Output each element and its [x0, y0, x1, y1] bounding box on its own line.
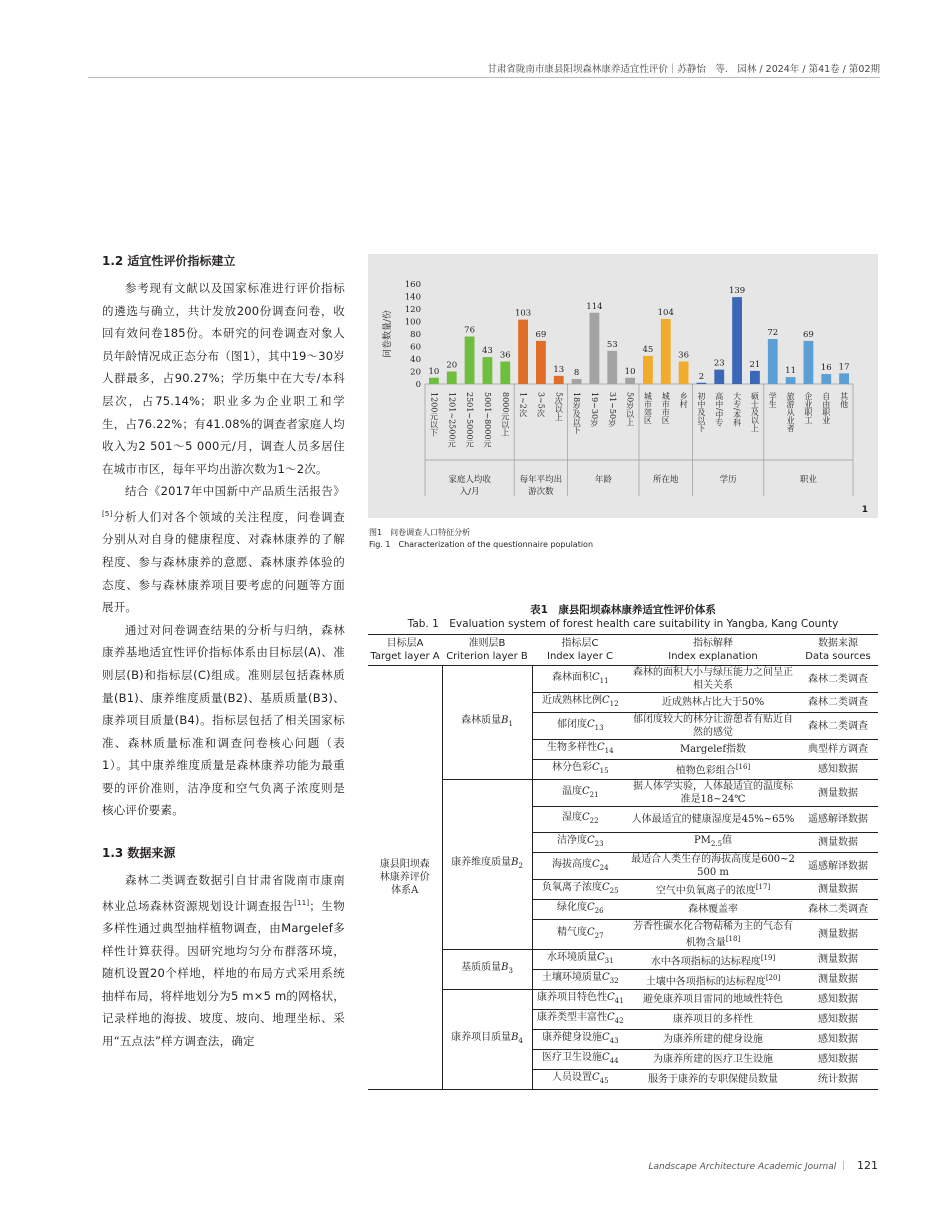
category-label: 其他 — [839, 392, 849, 408]
group-label: 年龄 — [594, 475, 612, 485]
bar — [643, 356, 653, 384]
index-cell: 医疗卫生设施$C_{44}$ — [532, 1050, 628, 1070]
table-title-en: Tab. 1 Evaluation system of forest health care suitability in Yangba, Kang County — [407, 618, 839, 630]
bar-value-label: 53 — [606, 339, 618, 350]
explanation-cell: 为康养所建的医疗卫生设施 — [628, 1050, 798, 1070]
figure-1-chart — [368, 254, 878, 518]
header-rule — [88, 77, 880, 78]
data-source-cell: 测量数据 — [798, 950, 878, 970]
category-label: 自由职业 — [821, 392, 831, 424]
category-label: 硕士及以上 — [750, 392, 760, 432]
bar-value-label: 8 — [573, 368, 580, 378]
citation-ref: [11] — [294, 898, 310, 907]
bar-chart — [368, 254, 878, 518]
explanation-cell: 芳香性碳水化合物萜稀为主的气态有机物含量[18] — [628, 920, 798, 950]
group-label-line-2: 游次数 — [528, 487, 554, 497]
group-label: 学历 — [719, 475, 737, 485]
table-body — [368, 666, 878, 1090]
bar-value-label: 103 — [514, 308, 532, 319]
bar-value-label: 13 — [553, 364, 565, 375]
bar-value-label: 23 — [713, 358, 725, 369]
para-text-before: 森林二类调查数据引自甘肃省陇南市康南林业总场森林资源规划设计调查报告 — [102, 873, 345, 913]
index-cell: 精气度$C_{27}$ — [532, 920, 628, 950]
explanation-cell: 服务于康养的专职保健员数量 — [628, 1070, 798, 1090]
bar-value-label: 45 — [642, 344, 654, 355]
target-layer-cell: 康县阳坝森林康养评价体系A — [368, 666, 442, 1090]
data-source-cell: 测量数据 — [798, 833, 878, 853]
left-text-column — [102, 252, 345, 1053]
group-label-line-2: 入/月 — [459, 487, 480, 497]
bar — [483, 357, 493, 384]
panel-label: 1 — [861, 505, 868, 515]
journal-name: Landscape Architecture Academic Journal — [648, 1162, 837, 1172]
index-cell: 林分色彩$C_{15}$ — [532, 760, 628, 780]
bar — [750, 371, 760, 384]
table-1 — [368, 603, 878, 1090]
category-label: 1~2次 — [518, 392, 528, 417]
category-label: 1201~2500元 — [447, 392, 457, 448]
explanation-cell: 近成熟林占比大于50% — [628, 693, 798, 713]
criterion-cell-b1: 森林质量$B_1$ — [442, 666, 532, 780]
bar-value-label: 16 — [820, 363, 832, 373]
index-cell: 近成熟林比例$C_{12}$ — [532, 693, 628, 713]
bar — [839, 373, 849, 384]
index-cell: 郁闭度$C_{13}$ — [532, 713, 628, 740]
section-1-2-heading: 1.2 适宜性评价指标建立 — [102, 254, 236, 268]
group-label-line-1: 家庭人均收 — [448, 475, 491, 485]
bar — [500, 362, 510, 385]
bar — [590, 313, 600, 384]
explanation-cell: 水中各项指标的达标程度[19] — [628, 950, 798, 970]
index-cell: 海拔高度$C_{24}$ — [532, 853, 628, 880]
category-label: 3~5次 — [536, 392, 546, 417]
bar-value-label: 21 — [749, 359, 761, 370]
bar — [821, 374, 831, 384]
category-label: 5次以上 — [554, 392, 564, 422]
explanation-cell: 为康养所建的健身设施 — [628, 1030, 798, 1050]
header-criterion-layer: 准则层B Criterion layer B — [442, 635, 532, 666]
bar — [679, 362, 689, 385]
bar — [447, 372, 457, 385]
table-row — [368, 666, 878, 693]
bar — [465, 337, 475, 385]
y-tick-label: 0 — [415, 380, 421, 390]
data-source-cell: 测量数据 — [798, 920, 878, 950]
category-label: 大专/本科 — [732, 392, 742, 427]
data-source-cell: 统计数据 — [798, 1070, 878, 1090]
bar-value-label: 72 — [767, 328, 779, 338]
evaluation-system-table — [368, 634, 878, 1090]
explanation-cell: 土壤中各项指标的达标程度[20] — [628, 970, 798, 990]
bar-value-label: 36 — [499, 350, 511, 361]
data-source-cell: 感知数据 — [798, 990, 878, 1010]
bar-value-label: 10 — [624, 366, 636, 377]
bar — [768, 339, 778, 384]
para2-text-after: 分析人们对各个领域的关注程度，问卷调查分别从对自身的健康程度、对森林康养的了解程度、参与森林康养的意愿、森林康养体验的态度、参与森林康养项目要考虑的问题等方面展开。 — [102, 509, 345, 615]
explanation-cell: 植物色彩组合[16] — [628, 760, 798, 780]
bar — [554, 376, 564, 384]
category-label: 19~30岁 — [589, 392, 599, 428]
bar-value-label: 2 — [698, 371, 705, 382]
data-source-cell: 森林二类调查 — [798, 693, 878, 713]
index-cell: 康养项目特色性$C_{41}$ — [532, 990, 628, 1010]
y-tick-label: 100 — [404, 317, 421, 328]
explanation-cell: Margelef指数 — [628, 740, 798, 760]
data-source-cell: 森林二类调查 — [798, 900, 878, 920]
category-label: 乡村 — [679, 392, 689, 408]
category-label: 31~50岁 — [607, 392, 617, 428]
category-label: 8000元以上 — [500, 392, 510, 437]
header-data-sources: 数据来源 Data sources — [798, 635, 878, 666]
data-source-cell: 感知数据 — [798, 760, 878, 780]
bar — [607, 351, 617, 384]
index-cell: 人员设置$C_{45}$ — [532, 1070, 628, 1090]
table-header-row — [368, 635, 878, 666]
bar — [697, 383, 707, 384]
header-index-layer: 指标层C Index layer C — [532, 635, 628, 666]
explanation-cell: 据人体学实验，人体最适宜的温度标准是18~24℃ — [628, 780, 798, 807]
index-cell: 水环境质量$C_{31}$ — [532, 950, 628, 970]
category-label: 旅游从业者 — [786, 392, 796, 432]
bar-value-label: 76 — [464, 325, 475, 336]
bar — [732, 297, 742, 384]
y-axis-label: 问卷数量/份 — [383, 309, 393, 359]
page-footer: Landscape Architecture Academic Journal ｜ 121 — [648, 1159, 878, 1172]
data-source-cell: 森林二类调查 — [798, 713, 878, 740]
category-label: 城市郊区 — [643, 392, 653, 424]
index-cell: 康养类型丰富性$C_{42}$ — [532, 1010, 628, 1030]
figure-caption-cn: 图1 问卷调查人口特征分析 — [369, 528, 471, 537]
bar — [518, 320, 528, 384]
data-source-cell: 测量数据 — [798, 880, 878, 900]
para2-text-before: 结合《2017年中国新中产品质生活报告》 — [125, 484, 345, 499]
explanation-cell: 最适合人类生存的海拔高度是600~2 500 m — [628, 853, 798, 880]
section-1-3-heading: 1.3 数据来源 — [102, 846, 176, 861]
index-cell: 绿化度$C_{26}$ — [532, 900, 628, 920]
data-source-cell: 典型样方调查 — [798, 740, 878, 760]
bar — [661, 319, 671, 384]
criterion-cell-b3: 基质质量$B_3$ — [442, 950, 532, 990]
index-cell: 生物多样性$C_{14}$ — [532, 740, 628, 760]
category-label: 高中/中专 — [714, 392, 724, 427]
y-tick-label: 140 — [404, 292, 421, 303]
data-source-cell: 测量数据 — [798, 970, 878, 990]
y-tick-label: 80 — [410, 330, 421, 340]
table-row — [368, 780, 878, 807]
criterion-cell-b2: 康养维度质量$B_2$ — [442, 780, 532, 950]
y-tick-label: 120 — [404, 305, 421, 315]
category-label: 2501~5000元 — [465, 392, 475, 448]
data-source-cell: 感知数据 — [798, 1010, 878, 1030]
bar-value-label: 20 — [446, 360, 458, 371]
bar-value-label: 11 — [785, 366, 796, 377]
data-source-cell: 感知数据 — [798, 1030, 878, 1050]
section-1-2-paragraph-3: 通过对问卷调查结果的分析与归纳，森林康养基地适宜性评价指标体系由目标层(A)、准则层(B)和指标层(C)组成。准则层包括森林质量(B1)、康养维度质量(B2)、基质质量(B3)、康养项目质量(B4)。指标层包括了相关国家标准、森林质量标准和调查问卷核心问题（表1）。其中康养维度质量是森林康养功能为最重要的评价准则，洁净度和空气负离子浓度则是核心评价要素。 — [102, 622, 345, 818]
category-label: 5001~8000元 — [482, 392, 492, 448]
y-tick-label: 20 — [410, 367, 421, 378]
index-cell: 康养健身设施$C_{43}$ — [532, 1030, 628, 1050]
index-cell: 土壤环境质量$C_{32}$ — [532, 970, 628, 990]
bar-value-label: 43 — [482, 346, 493, 357]
data-source-cell: 感知数据 — [798, 1050, 878, 1070]
group-label-line-1: 每年平均出 — [519, 475, 563, 485]
data-source-cell: 森林二类调查 — [798, 666, 878, 693]
explanation-cell: 郁闭度较大的林分让游憩者有贴近自然的感觉 — [628, 713, 798, 740]
bar — [714, 370, 724, 384]
data-source-cell: 遥感解译数据 — [798, 807, 878, 833]
category-label: 1200元以下 — [429, 392, 439, 437]
page-number: 121 — [857, 1159, 878, 1172]
bar — [572, 379, 582, 384]
category-label: 初中及以下 — [696, 392, 706, 432]
category-label: 城市市区 — [661, 392, 671, 424]
bar-value-label: 69 — [535, 329, 547, 340]
explanation-cell: 康养项目的多样性 — [628, 1010, 798, 1030]
bar — [429, 378, 439, 384]
para-text-after: ；生物多样性通过典型抽样植物调查，由Margelef多样性计算获得。因研究地均匀分布群落环境，随机设置20个样地，样地的布局方式采用系统抽样布局，将样地划分为5 m×5 m的网格状，记录样地的海拔、坡度、坡向、地理坐标、采用“五点法”样方调查法，确定 — [102, 898, 345, 1049]
bar — [536, 341, 546, 384]
bar-value-label: 36 — [678, 350, 689, 361]
explanation-cell: 森林覆盖率 — [628, 900, 798, 920]
bar — [625, 378, 635, 384]
bar-value-label: 17 — [838, 362, 850, 373]
explanation-cell: 人体最适宜的健康湿度是45%~65% — [628, 807, 798, 833]
category-label: 18岁及以下 — [572, 392, 582, 435]
running-header: 甘肃省陇南市康县阳坝森林康养适宜性评价｜苏静怡 等. 园林 / 2024年 / 第41卷 / 第02期 — [487, 64, 880, 75]
bar — [804, 341, 814, 384]
section-1-2-paragraph-2 — [102, 480, 345, 618]
section-1-3-paragraph-1 — [102, 869, 345, 1053]
y-tick-label: 60 — [410, 342, 421, 353]
category-label: 企业职工 — [803, 392, 813, 424]
index-cell: 温度$C_{21}$ — [532, 780, 628, 807]
explanation-cell: 空气中负氧离子的浓度[17] — [628, 880, 798, 900]
citation-ref: [5] — [102, 509, 113, 518]
bar-value-label: 139 — [728, 286, 746, 297]
category-label: 50岁以上 — [625, 392, 635, 427]
bar-value-label: 10 — [428, 366, 440, 377]
table-row — [368, 990, 878, 1010]
index-cell: 负氧离子浓度$C_{25}$ — [532, 880, 628, 900]
header-target-layer: 目标层A Target layer A — [368, 635, 442, 666]
bar — [786, 377, 796, 384]
table-row — [368, 950, 878, 970]
figure-1-caption — [369, 527, 593, 550]
header-index-explanation: 指标解释 Index explanation — [628, 635, 798, 666]
figure-caption-en: Fig. 1 Characterization of the questionnaire population — [369, 539, 594, 549]
bar-value-label: 104 — [657, 308, 674, 318]
explanation-cell: 森林的面积大小与绿压能力之间呈正相关关系 — [628, 666, 798, 693]
index-cell: 森林面积$C_{11}$ — [532, 666, 628, 693]
group-label: 所在地 — [652, 475, 679, 485]
bar-value-label: 114 — [586, 301, 603, 312]
category-label: 学生 — [768, 392, 778, 408]
explanation-cell: $PM_{2.5}$值 — [628, 833, 798, 853]
table-title-cn: 表1 康县阳坝森林康养适宜性评价体系 — [530, 604, 716, 616]
criterion-cell-b4: 康养项目质量$B_4$ — [442, 990, 532, 1090]
data-source-cell: 测量数据 — [798, 780, 878, 807]
group-label: 职业 — [799, 475, 817, 485]
y-tick-label: 160 — [404, 280, 421, 290]
bar-value-label: 69 — [803, 329, 814, 340]
data-source-cell: 遥感解译数据 — [798, 853, 878, 880]
y-tick-label: 40 — [410, 355, 421, 365]
index-cell: 洁净度$C_{23}$ — [532, 833, 628, 853]
section-1-2-paragraph-1: 参考现有文献以及国家标准进行评价指标的遴选与确立，共计发放200份调查问卷，收回有效问卷185份。本研究的问卷调查对象人员年龄情况成正态分布（图1），其中19～30岁人群最多，占90.27%；学历集中在大专/本科层次，占75.14%；职业多为企业职工和学生，占76.22%；有41.08%的调查者家庭人均收入为2 501～5 000元/月，调查人员多居住在城市市区，每年平均出游次数为1～2次。 — [102, 281, 345, 476]
explanation-cell: 避免康养项目雷同的地域性特色 — [628, 990, 798, 1010]
index-cell: 湿度$C_{22}$ — [532, 807, 628, 833]
